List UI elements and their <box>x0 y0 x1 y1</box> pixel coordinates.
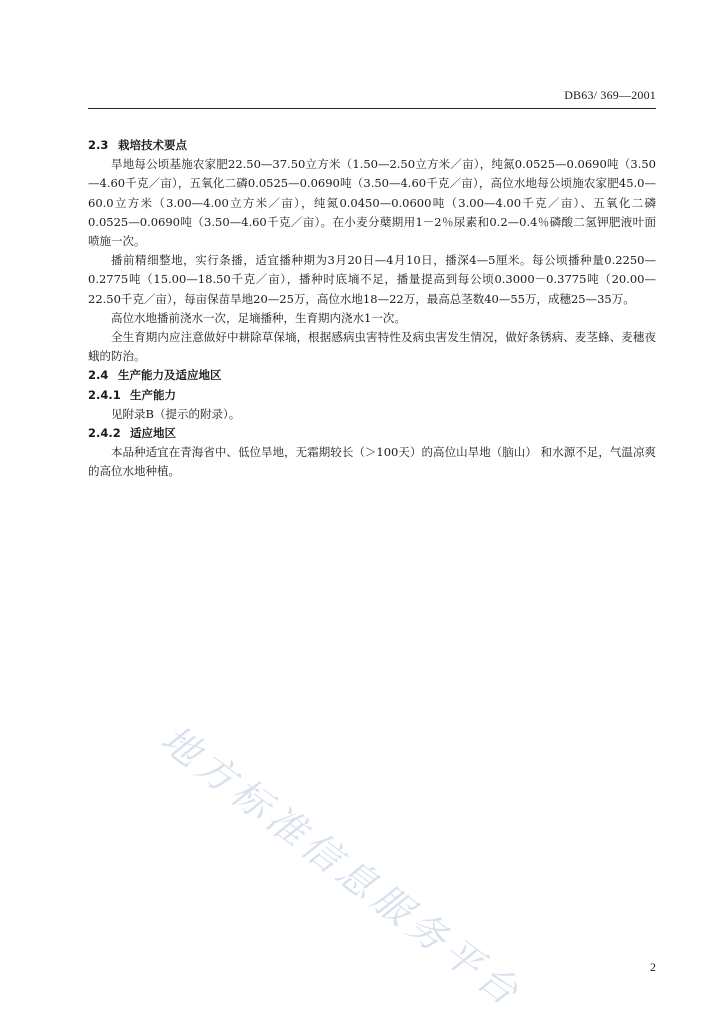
watermark: 地方标准信息服务平台 <box>152 716 531 1017</box>
paragraph-fertilizer: 旱地每公顷基施农家肥22.50—37.50立方米（1.50—2.50立方米／亩），纯氮0.0525—0.0690吨（3.50—4.60千克／亩），五氧化二磷0.0525—0.0690吨（3.50—4.60千克／亩），高位水地每公顷施农家肥45.0—60.0立方米（3.00—4.00立方米／亩），纯氮0.0450—0.0600吨（3.00—4.00千克／亩）、五氧化二磷0.0525—0.0690吨（3.50—4.60千克／亩）。在小麦分蘖期用1－2％尿素和0.2—0.4％磷酸二氢钾肥液叶面喷施一次。 <box>88 157 656 249</box>
section-number: 2.3 <box>88 138 109 152</box>
section-title: 适应地区 <box>130 426 176 441</box>
paragraph-suitable-areas: 本品种适宜在青海省中、低位旱地，无霜期较长（＞100天）的高位山旱地（脑山） 和水源不足，气温凉爽的高位水地种植。 <box>88 445 656 479</box>
section-heading-2-4-2 <box>88 424 656 443</box>
paragraph-sowing: 播前精细整地，实行条播，适宜播种期为3月20日—4月10日，播深4—5厘米。每公顷播种量0.2250—0.2775吨（15.00—18.50千克／亩），播种时底墒不足，播量提高到每公顷0.3000－0.3775吨（20.00—22.50千克／亩），每亩保苗旱地20—25万，高位水地18—22万，最高总茎数40—55万，成穗25—35万。 <box>88 253 656 306</box>
document-code: DB63/ 369—2001 <box>564 88 656 102</box>
section-heading-2-4 <box>88 366 656 385</box>
section-heading-2-4-1 <box>88 386 656 405</box>
paragraph-production-capacity: 见附录B（提示的附录）。 <box>111 406 241 421</box>
section-number: 2.4 <box>88 368 109 383</box>
header-divider <box>88 108 656 109</box>
document-body <box>88 136 656 482</box>
section-number: 2.4.1 <box>88 387 121 402</box>
section-number: 2.4.2 <box>88 426 121 441</box>
page-number: 2 <box>650 960 656 974</box>
section-title: 生产能力及适应地区 <box>118 368 222 383</box>
paragraph-pest-control: 全生育期内应注意做好中耕除草保墒，根据感病虫害特性及病虫害发生情况，做好条锈病、麦茎蜂、麦穗夜蛾的防治。 <box>88 330 656 364</box>
section-title: 生产能力 <box>130 387 176 402</box>
section-title: 栽培技术要点 <box>118 138 187 152</box>
paragraph-irrigation: 高位水地播前浇水一次，足墒播种，生育期内浇水1一次。 <box>111 310 406 325</box>
section-heading-2-3 <box>88 136 656 155</box>
